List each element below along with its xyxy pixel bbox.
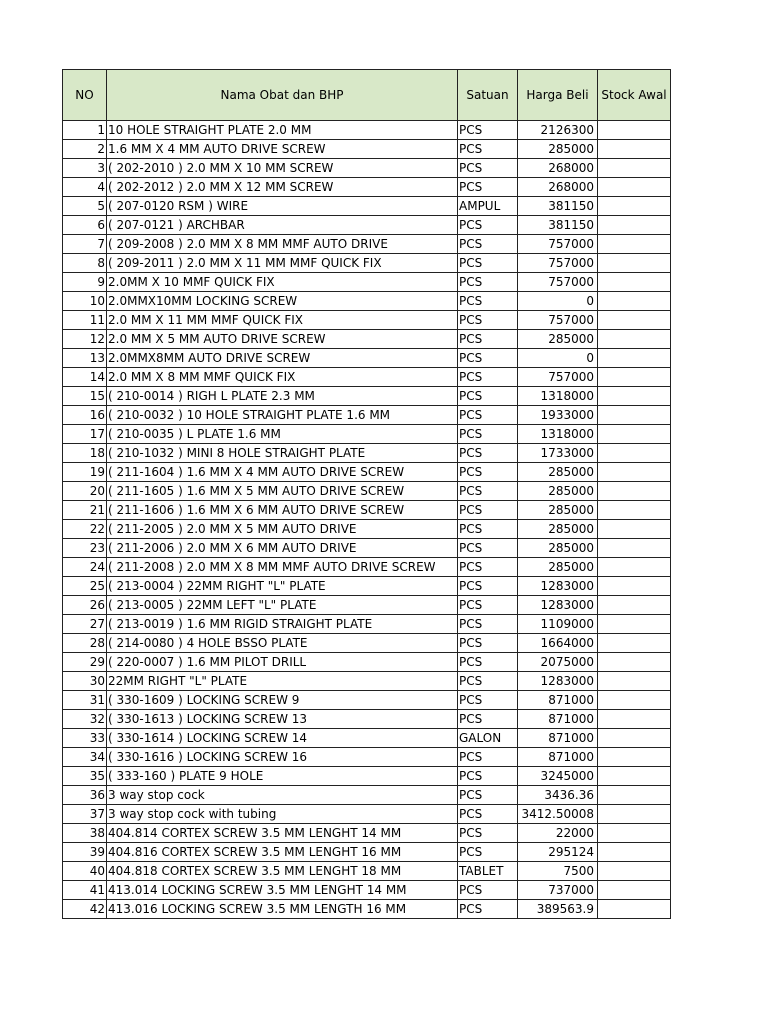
table-row xyxy=(63,843,671,862)
cell-no[interactable]: 27 xyxy=(63,615,107,634)
cell-price[interactable]: 285000 xyxy=(518,140,598,159)
cell-unit[interactable]: PCS xyxy=(458,900,518,919)
cell-no[interactable]: 37 xyxy=(63,805,107,824)
cell-stock[interactable] xyxy=(598,748,671,767)
cell-name[interactable]: 2.0MM X 10 MMF QUICK FIX xyxy=(107,273,458,292)
cell-name[interactable]: 3 way stop cock xyxy=(107,786,458,805)
cell-no[interactable]: 2 xyxy=(63,140,107,159)
cell-stock[interactable] xyxy=(598,368,671,387)
cell-name[interactable]: ( 220-0007 ) 1.6 MM PILOT DRILL xyxy=(107,653,458,672)
cell-stock[interactable] xyxy=(598,406,671,425)
cell-price[interactable]: 295124 xyxy=(518,843,598,862)
cell-price[interactable]: 1664000 xyxy=(518,634,598,653)
cell-unit[interactable]: PCS xyxy=(458,653,518,672)
table-row xyxy=(63,273,671,292)
cell-stock[interactable] xyxy=(598,254,671,273)
cell-price[interactable]: 268000 xyxy=(518,159,598,178)
cell-unit[interactable]: GALON xyxy=(458,729,518,748)
cell-unit[interactable]: PCS xyxy=(458,216,518,235)
cell-stock[interactable] xyxy=(598,425,671,444)
cell-name[interactable]: ( 213-0019 ) 1.6 MM RIGID STRAIGHT PLATE xyxy=(107,615,458,634)
table-row xyxy=(63,881,671,900)
cell-name[interactable]: 10 HOLE STRAIGHT PLATE 2.0 MM xyxy=(107,121,458,140)
cell-name[interactable]: 413.014 LOCKING SCREW 3.5 MM LENGHT 14 MM xyxy=(107,881,458,900)
cell-unit[interactable]: PCS xyxy=(458,425,518,444)
cell-stock[interactable] xyxy=(598,634,671,653)
cell-name[interactable]: ( 209-2008 ) 2.0 MM X 8 MM MMF AUTO DRIVE xyxy=(107,235,458,254)
cell-name[interactable]: 2.0 MM X 8 MM MMF QUICK FIX xyxy=(107,368,458,387)
cell-name[interactable]: ( 211-1604 ) 1.6 MM X 4 MM AUTO DRIVE SCREW xyxy=(107,463,458,482)
cell-stock[interactable] xyxy=(598,824,671,843)
cell-no[interactable]: 1 xyxy=(63,121,107,140)
cell-price[interactable]: 737000 xyxy=(518,881,598,900)
cell-name[interactable]: ( 330-1613 ) LOCKING SCREW 13 xyxy=(107,710,458,729)
table-row xyxy=(63,710,671,729)
cell-unit[interactable]: PCS xyxy=(458,767,518,786)
cell-price[interactable]: 22000 xyxy=(518,824,598,843)
cell-name[interactable]: ( 211-2005 ) 2.0 MM X 5 MM AUTO DRIVE xyxy=(107,520,458,539)
cell-price[interactable]: 285000 xyxy=(518,520,598,539)
cell-name[interactable]: 413.016 LOCKING SCREW 3.5 MM LENGTH 16 MM xyxy=(107,900,458,919)
table-row xyxy=(63,824,671,843)
table-row xyxy=(63,615,671,634)
cell-name[interactable]: ( 211-2006 ) 2.0 MM X 6 MM AUTO DRIVE xyxy=(107,539,458,558)
header-unit[interactable]: Satuan xyxy=(458,70,518,121)
table-row xyxy=(63,539,671,558)
cell-price[interactable]: 1283000 xyxy=(518,672,598,691)
cell-name[interactable]: ( 210-0032 ) 10 HOLE STRAIGHT PLATE 1.6 MM xyxy=(107,406,458,425)
cell-price[interactable]: 1733000 xyxy=(518,444,598,463)
cell-name[interactable]: ( 330-1609 ) LOCKING SCREW 9 xyxy=(107,691,458,710)
cell-no[interactable]: 30 xyxy=(63,672,107,691)
cell-unit[interactable]: PCS xyxy=(458,615,518,634)
cell-unit[interactable]: PCS xyxy=(458,843,518,862)
cell-stock[interactable] xyxy=(598,710,671,729)
cell-unit[interactable]: PCS xyxy=(458,159,518,178)
cell-price[interactable]: 1933000 xyxy=(518,406,598,425)
cell-unit[interactable]: TABLET xyxy=(458,862,518,881)
cell-name[interactable]: 1.6 MM X 4 MM AUTO DRIVE SCREW xyxy=(107,140,458,159)
table-row xyxy=(63,216,671,235)
cell-name[interactable]: 2.0MMX8MM AUTO DRIVE SCREW xyxy=(107,349,458,368)
cell-price[interactable]: 3436.36 xyxy=(518,786,598,805)
table-row xyxy=(63,691,671,710)
table-row xyxy=(63,900,671,919)
cell-price[interactable]: 757000 xyxy=(518,273,598,292)
table-row xyxy=(63,596,671,615)
cell-unit[interactable]: PCS xyxy=(458,691,518,710)
cell-name[interactable]: ( 210-0035 ) L PLATE 1.6 MM xyxy=(107,425,458,444)
cell-no[interactable]: 34 xyxy=(63,748,107,767)
table-row xyxy=(63,767,671,786)
cell-name[interactable]: ( 207-0120 RSM ) WIRE xyxy=(107,197,458,216)
table-row xyxy=(63,178,671,197)
cell-price[interactable]: 1109000 xyxy=(518,615,598,634)
cell-stock[interactable] xyxy=(598,501,671,520)
cell-name[interactable]: ( 211-2008 ) 2.0 MM X 8 MM MMF AUTO DRIVE SCREW xyxy=(107,558,458,577)
cell-stock[interactable] xyxy=(598,444,671,463)
table-row xyxy=(63,520,671,539)
cell-price[interactable]: 871000 xyxy=(518,729,598,748)
cell-stock[interactable] xyxy=(598,767,671,786)
cell-price[interactable]: 3245000 xyxy=(518,767,598,786)
cell-stock[interactable] xyxy=(598,216,671,235)
cell-stock[interactable] xyxy=(598,121,671,140)
cell-price[interactable]: 871000 xyxy=(518,691,598,710)
table-row xyxy=(63,672,671,691)
cell-price[interactable]: 389563.9 xyxy=(518,900,598,919)
table-row xyxy=(63,349,671,368)
cell-price[interactable]: 285000 xyxy=(518,330,598,349)
table-row xyxy=(63,862,671,881)
cell-unit[interactable]: PCS xyxy=(458,444,518,463)
cell-unit[interactable]: PCS xyxy=(458,748,518,767)
cell-name[interactable]: 2.0 MM X 11 MM MMF QUICK FIX xyxy=(107,311,458,330)
cell-unit[interactable]: PCS xyxy=(458,330,518,349)
cell-stock[interactable] xyxy=(598,520,671,539)
cell-no[interactable]: 23 xyxy=(63,539,107,558)
cell-name[interactable]: 404.816 CORTEX SCREW 3.5 MM LENGHT 16 MM xyxy=(107,843,458,862)
cell-no[interactable]: 11 xyxy=(63,311,107,330)
cell-price[interactable]: 285000 xyxy=(518,558,598,577)
cell-stock[interactable] xyxy=(598,463,671,482)
cell-stock[interactable] xyxy=(598,653,671,672)
cell-stock[interactable] xyxy=(598,140,671,159)
cell-stock[interactable] xyxy=(598,805,671,824)
header-name[interactable]: Nama Obat dan BHP xyxy=(107,70,458,121)
table-row xyxy=(63,311,671,330)
cell-unit[interactable]: PCS xyxy=(458,292,518,311)
cell-no[interactable]: 29 xyxy=(63,653,107,672)
cell-stock[interactable] xyxy=(598,786,671,805)
cell-no[interactable]: 12 xyxy=(63,330,107,349)
cell-price[interactable]: 0 xyxy=(518,292,598,311)
cell-name[interactable]: 3 way stop cock with tubing xyxy=(107,805,458,824)
cell-no[interactable]: 16 xyxy=(63,406,107,425)
cell-unit[interactable]: PCS xyxy=(458,178,518,197)
cell-unit[interactable]: PCS xyxy=(458,368,518,387)
cell-stock[interactable] xyxy=(598,843,671,862)
cell-stock[interactable] xyxy=(598,292,671,311)
cell-no[interactable]: 17 xyxy=(63,425,107,444)
cell-unit[interactable]: PCS xyxy=(458,387,518,406)
table-row xyxy=(63,368,671,387)
cell-stock[interactable] xyxy=(598,235,671,254)
cell-unit[interactable]: PCS xyxy=(458,349,518,368)
table-row xyxy=(63,501,671,520)
cell-no[interactable]: 18 xyxy=(63,444,107,463)
table-row xyxy=(63,463,671,482)
cell-name[interactable]: 404.814 CORTEX SCREW 3.5 MM LENGHT 14 MM xyxy=(107,824,458,843)
cell-no[interactable]: 24 xyxy=(63,558,107,577)
table-row xyxy=(63,558,671,577)
cell-no[interactable]: 5 xyxy=(63,197,107,216)
cell-price[interactable]: 2126300 xyxy=(518,121,598,140)
cell-stock[interactable] xyxy=(598,482,671,501)
cell-unit[interactable]: PCS xyxy=(458,824,518,843)
header-no[interactable]: NO xyxy=(63,70,107,121)
cell-stock[interactable] xyxy=(598,672,671,691)
cell-no[interactable]: 8 xyxy=(63,254,107,273)
cell-unit[interactable]: PCS xyxy=(458,140,518,159)
cell-name[interactable]: 2.0MMX10MM LOCKING SCREW xyxy=(107,292,458,311)
table-row xyxy=(63,577,671,596)
cell-price[interactable]: 2075000 xyxy=(518,653,598,672)
cell-name[interactable]: ( 209-2011 ) 2.0 MM X 11 MM MMF QUICK FIX xyxy=(107,254,458,273)
cell-stock[interactable] xyxy=(598,596,671,615)
cell-no[interactable]: 15 xyxy=(63,387,107,406)
cell-stock[interactable] xyxy=(598,349,671,368)
cell-price[interactable]: 285000 xyxy=(518,539,598,558)
cell-price[interactable]: 285000 xyxy=(518,501,598,520)
cell-no[interactable]: 4 xyxy=(63,178,107,197)
cell-unit[interactable]: AMPUL xyxy=(458,197,518,216)
cell-stock[interactable] xyxy=(598,330,671,349)
cell-name[interactable]: 404.818 CORTEX SCREW 3.5 MM LENGHT 18 MM xyxy=(107,862,458,881)
cell-name[interactable]: ( 207-0121 ) ARCHBAR xyxy=(107,216,458,235)
cell-name[interactable]: ( 202-2012 ) 2.0 MM X 12 MM SCREW xyxy=(107,178,458,197)
table-row xyxy=(63,634,671,653)
cell-unit[interactable]: PCS xyxy=(458,254,518,273)
cell-stock[interactable] xyxy=(598,387,671,406)
cell-name[interactable]: ( 213-0004 ) 22MM RIGHT "L" PLATE xyxy=(107,577,458,596)
cell-name[interactable]: ( 213-0005 ) 22MM LEFT "L" PLATE xyxy=(107,596,458,615)
cell-no[interactable]: 42 xyxy=(63,900,107,919)
cell-unit[interactable]: PCS xyxy=(458,520,518,539)
header-price[interactable]: Harga Beli xyxy=(518,70,598,121)
table-row xyxy=(63,121,671,140)
cell-name[interactable]: 22MM RIGHT "L" PLATE xyxy=(107,672,458,691)
cell-no[interactable]: 31 xyxy=(63,691,107,710)
cell-stock[interactable] xyxy=(598,539,671,558)
cell-unit[interactable]: PCS xyxy=(458,406,518,425)
cell-unit[interactable]: PCS xyxy=(458,881,518,900)
cell-price[interactable]: 1283000 xyxy=(518,596,598,615)
cell-name[interactable]: ( 202-2010 ) 2.0 MM X 10 MM SCREW xyxy=(107,159,458,178)
cell-stock[interactable] xyxy=(598,273,671,292)
table-row xyxy=(63,748,671,767)
cell-stock[interactable] xyxy=(598,577,671,596)
table-row xyxy=(63,444,671,463)
table-row xyxy=(63,235,671,254)
table-row xyxy=(63,406,671,425)
cell-stock[interactable] xyxy=(598,615,671,634)
cell-unit[interactable]: PCS xyxy=(458,121,518,140)
cell-no[interactable]: 3 xyxy=(63,159,107,178)
cell-no[interactable]: 20 xyxy=(63,482,107,501)
cell-name[interactable]: ( 214-0080 ) 4 HOLE BSSO PLATE xyxy=(107,634,458,653)
table-row xyxy=(63,197,671,216)
cell-price[interactable]: 7500 xyxy=(518,862,598,881)
cell-price[interactable]: 1318000 xyxy=(518,387,598,406)
cell-unit[interactable]: PCS xyxy=(458,805,518,824)
cell-name[interactable]: ( 333-160 ) PLATE 9 HOLE xyxy=(107,767,458,786)
cell-unit[interactable]: PCS xyxy=(458,634,518,653)
cell-stock[interactable] xyxy=(598,311,671,330)
cell-stock[interactable] xyxy=(598,691,671,710)
cell-no[interactable]: 35 xyxy=(63,767,107,786)
cell-no[interactable]: 36 xyxy=(63,786,107,805)
cell-unit[interactable]: PCS xyxy=(458,482,518,501)
cell-unit[interactable]: PCS xyxy=(458,235,518,254)
cell-price[interactable]: 1318000 xyxy=(518,425,598,444)
cell-name[interactable]: ( 330-1614 ) LOCKING SCREW 14 xyxy=(107,729,458,748)
cell-unit[interactable]: PCS xyxy=(458,596,518,615)
cell-no[interactable]: 7 xyxy=(63,235,107,254)
cell-stock[interactable] xyxy=(598,178,671,197)
cell-price[interactable]: 3412.50008 xyxy=(518,805,598,824)
table-row xyxy=(63,140,671,159)
cell-price[interactable]: 1283000 xyxy=(518,577,598,596)
cell-no[interactable]: 14 xyxy=(63,368,107,387)
cell-no[interactable]: 26 xyxy=(63,596,107,615)
header-stock[interactable]: Stock Awal xyxy=(598,70,671,121)
cell-price[interactable]: 757000 xyxy=(518,368,598,387)
table-row xyxy=(63,159,671,178)
cell-unit[interactable]: PCS xyxy=(458,672,518,691)
table-row xyxy=(63,805,671,824)
cell-no[interactable]: 21 xyxy=(63,501,107,520)
cell-no[interactable]: 38 xyxy=(63,824,107,843)
table-row xyxy=(63,387,671,406)
cell-price[interactable]: 0 xyxy=(518,349,598,368)
cell-unit[interactable]: PCS xyxy=(458,577,518,596)
cell-no[interactable]: 39 xyxy=(63,843,107,862)
cell-price[interactable]: 757000 xyxy=(518,311,598,330)
table-row xyxy=(63,254,671,273)
cell-name[interactable]: ( 330-1616 ) LOCKING SCREW 16 xyxy=(107,748,458,767)
cell-price[interactable]: 871000 xyxy=(518,710,598,729)
table-row xyxy=(63,482,671,501)
cell-unit[interactable]: PCS xyxy=(458,311,518,330)
cell-name[interactable]: ( 211-1605 ) 1.6 MM X 5 MM AUTO DRIVE SCREW xyxy=(107,482,458,501)
cell-unit[interactable]: PCS xyxy=(458,539,518,558)
cell-stock[interactable] xyxy=(598,558,671,577)
cell-no[interactable]: 6 xyxy=(63,216,107,235)
cell-unit[interactable]: PCS xyxy=(458,463,518,482)
cell-unit[interactable]: PCS xyxy=(458,786,518,805)
cell-no[interactable]: 28 xyxy=(63,634,107,653)
cell-stock[interactable] xyxy=(598,729,671,748)
cell-price[interactable]: 285000 xyxy=(518,463,598,482)
cell-stock[interactable] xyxy=(598,862,671,881)
cell-no[interactable]: 13 xyxy=(63,349,107,368)
inventory-table xyxy=(62,69,671,919)
cell-unit[interactable]: PCS xyxy=(458,273,518,292)
header-row xyxy=(63,70,671,121)
cell-unit[interactable]: PCS xyxy=(458,710,518,729)
cell-price[interactable]: 268000 xyxy=(518,178,598,197)
cell-no[interactable]: 40 xyxy=(63,862,107,881)
table-row xyxy=(63,425,671,444)
cell-name[interactable]: ( 210-1032 ) MINI 8 HOLE STRAIGHT PLATE xyxy=(107,444,458,463)
cell-price[interactable]: 381150 xyxy=(518,197,598,216)
cell-no[interactable]: 25 xyxy=(63,577,107,596)
table-row xyxy=(63,729,671,748)
cell-no[interactable]: 33 xyxy=(63,729,107,748)
cell-no[interactable]: 41 xyxy=(63,881,107,900)
cell-name[interactable]: ( 211-1606 ) 1.6 MM X 6 MM AUTO DRIVE SCREW xyxy=(107,501,458,520)
cell-no[interactable]: 10 xyxy=(63,292,107,311)
cell-unit[interactable]: PCS xyxy=(458,501,518,520)
cell-no[interactable]: 22 xyxy=(63,520,107,539)
cell-stock[interactable] xyxy=(598,900,671,919)
cell-stock[interactable] xyxy=(598,881,671,900)
cell-price[interactable]: 285000 xyxy=(518,482,598,501)
cell-price[interactable]: 381150 xyxy=(518,216,598,235)
table-body xyxy=(63,121,671,919)
table-row xyxy=(63,786,671,805)
cell-price[interactable]: 757000 xyxy=(518,235,598,254)
cell-name[interactable]: 2.0 MM X 5 MM AUTO DRIVE SCREW xyxy=(107,330,458,349)
cell-price[interactable]: 757000 xyxy=(518,254,598,273)
cell-stock[interactable] xyxy=(598,197,671,216)
table-row xyxy=(63,292,671,311)
cell-stock[interactable] xyxy=(598,159,671,178)
table-row xyxy=(63,653,671,672)
cell-price[interactable]: 871000 xyxy=(518,748,598,767)
cell-name[interactable]: ( 210-0014 ) RIGH L PLATE 2.3 MM xyxy=(107,387,458,406)
table-row xyxy=(63,330,671,349)
cell-no[interactable]: 9 xyxy=(63,273,107,292)
cell-no[interactable]: 19 xyxy=(63,463,107,482)
cell-no[interactable]: 32 xyxy=(63,710,107,729)
cell-unit[interactable]: PCS xyxy=(458,558,518,577)
